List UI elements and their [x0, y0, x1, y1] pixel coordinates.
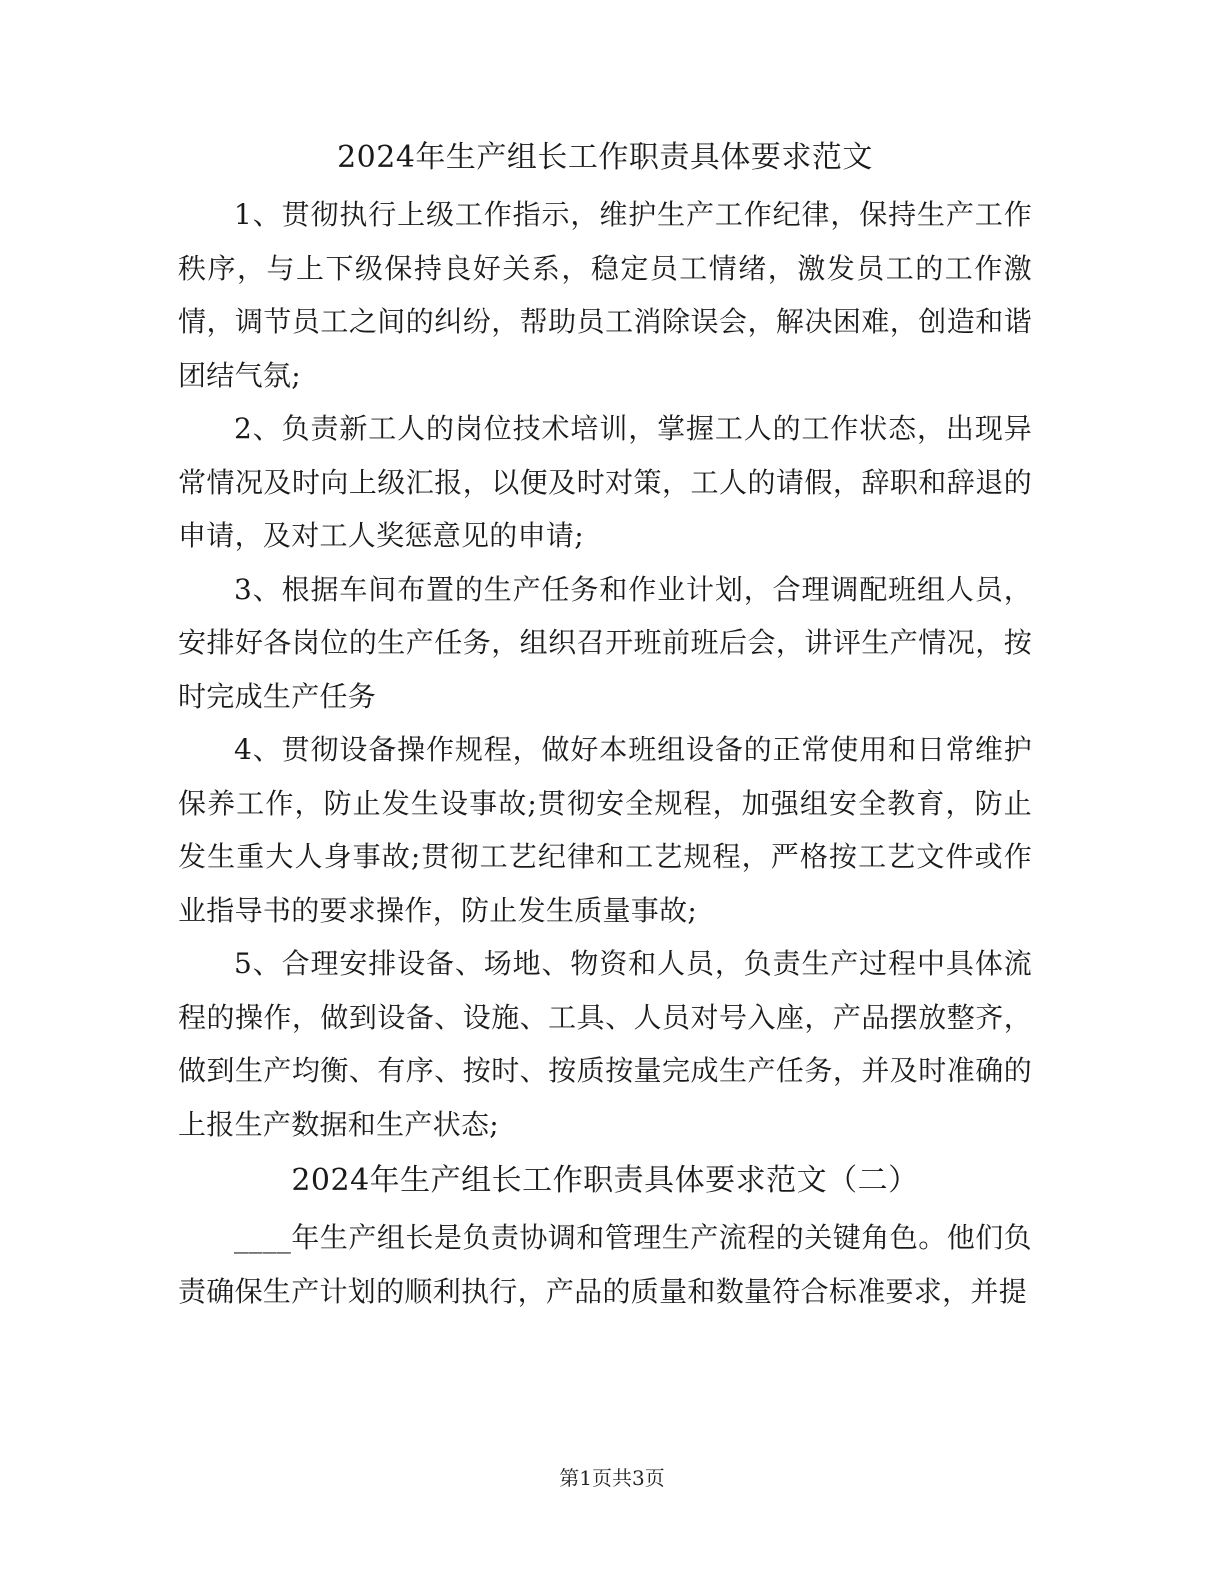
- paragraph-5: 5、合理安排设备、场地、物资和人员，负责生产过程中具体流程的操作，做到设备、设施、工具、人员对号入座，产品摆放整齐，做到生产均衡、有序、按时、按质按量完成生产任务，并及时准确的上报生产数据和生产状态;: [178, 947, 1032, 1141]
- document-title: 2024年生产组长工作职责具体要求范文: [337, 140, 873, 175]
- section-2-title: 2024年生产组长工作职责具体要求范文（二）: [291, 1163, 919, 1198]
- section-2-paragraph-1: ____年生产组长是负责协调和管理生产流程的关键角色。他们负责确保生产计划的顺利执行，产品的质量和数量符合标准要求，并提: [178, 1221, 1032, 1308]
- paragraph-2: 2、负责新工人的岗位技术培训，掌握工人的工作状态，出现异常情况及时向上级汇报，以便及时对策，工人的请假，辞职和辞退的申请，及对工人奖惩意见的申请;: [178, 412, 1032, 552]
- page-number-footer: 第1页共3页: [559, 1466, 665, 1490]
- document-body: [178, 128, 1032, 1318]
- paragraph-1: 1、贯彻执行上级工作指示，维护生产工作纪律，保持生产工作秩序，与上下级保持良好关系，稳定员工情绪，激发员工的工作激情，调节员工之间的纠纷，帮助员工消除误会，解决困难，创造和谐团结气氛;: [178, 198, 1032, 392]
- paragraph-4: 4、贯彻设备操作规程，做好本班组设备的正常使用和日常维护保养工作，防止发生设事故;贯彻安全规程，加强组安全教育，防止发生重大人身事故;贯彻工艺纪律和工艺规程，严格按工艺文件或作业指导书的要求操作，防止发生质量事故;: [178, 733, 1032, 927]
- paragraph-3: 3、根据车间布置的生产任务和作业计划，合理调配班组人员，安排好各岗位的生产任务，组织召开班前班后会，讲评生产情况，按时完成生产任务: [178, 572, 1032, 713]
